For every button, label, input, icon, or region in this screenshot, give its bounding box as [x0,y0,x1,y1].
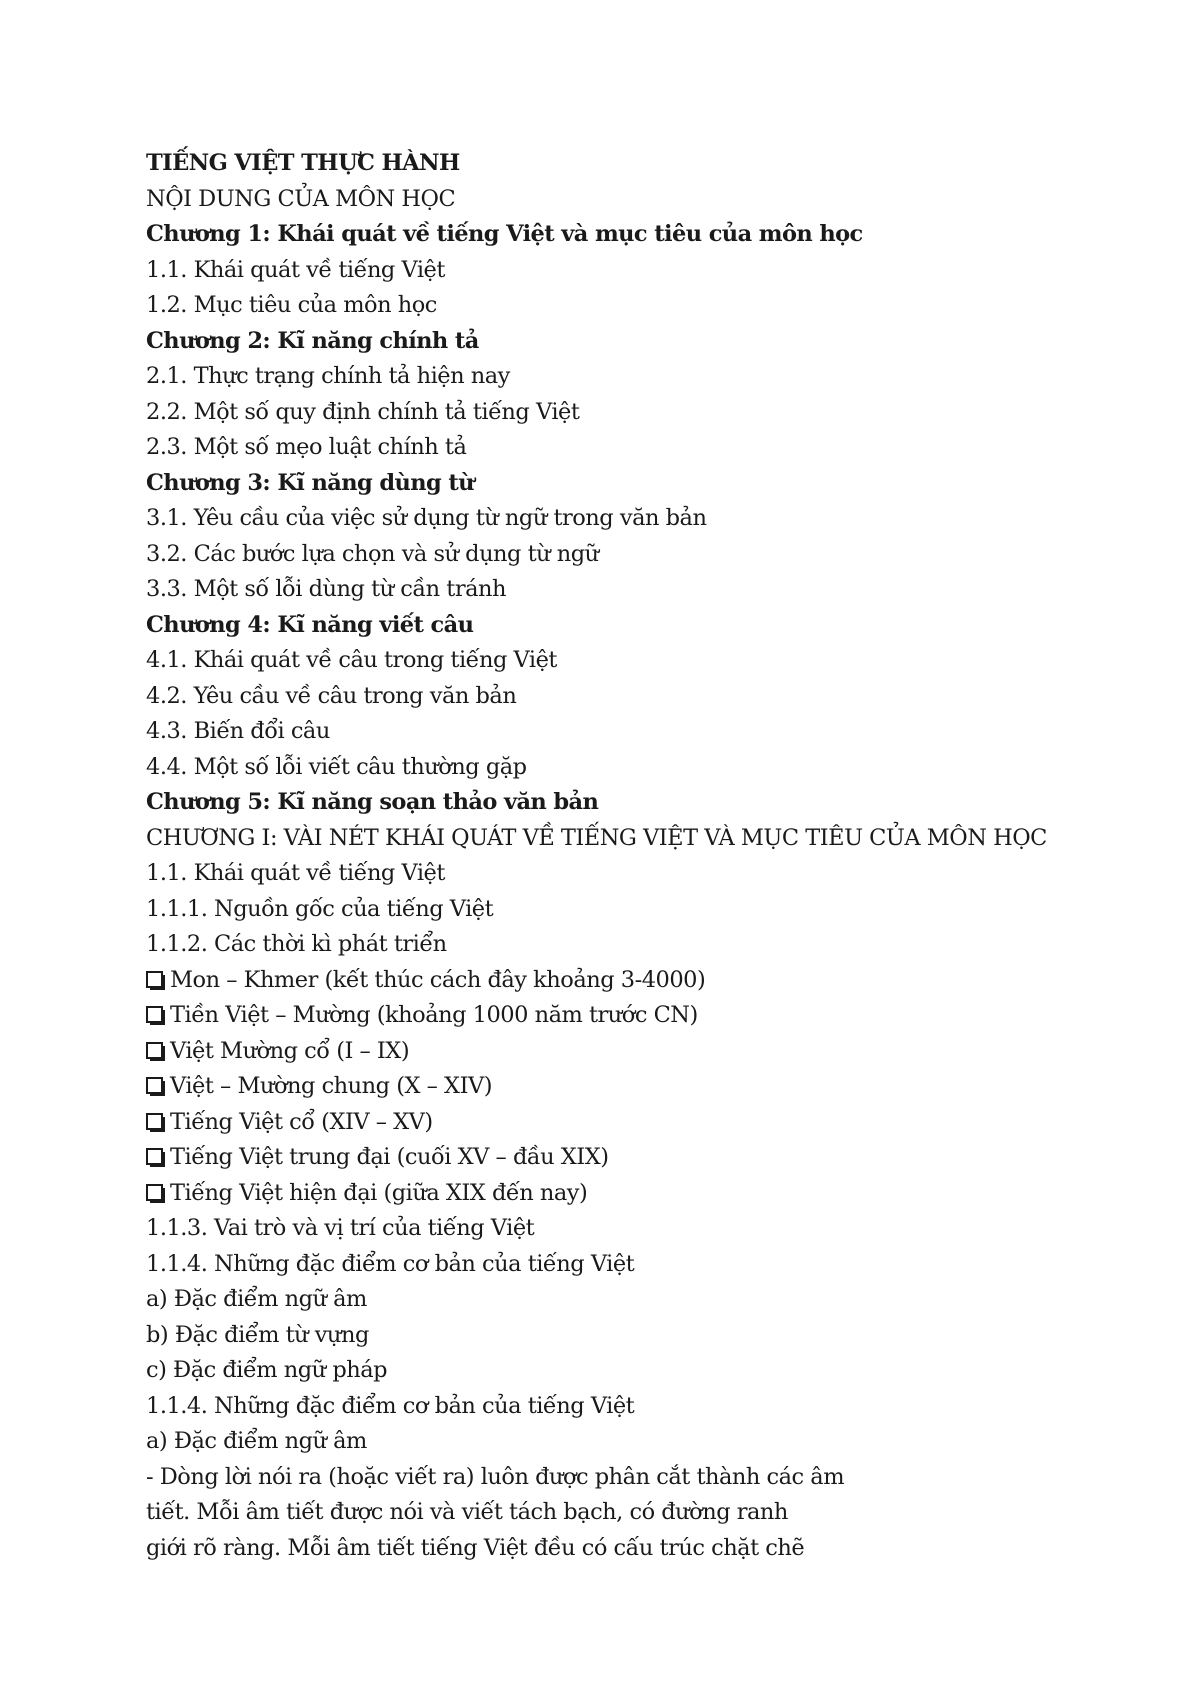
paragraph-line: tiết. Mỗi âm tiết được nói và viết tách bạch, có đường ranh [146,1499,788,1525]
checkbox-bullet-icon [146,1148,163,1165]
bullet-item [146,1069,1126,1105]
content-line: b) Đặc điểm từ vựng [146,1321,369,1348]
content-line: 4.1. Khái quát về câu trong tiếng Việt [146,647,557,673]
bullet-text: Tiếng Việt trung đại (cuối XV – đầu XIX) [170,1144,609,1170]
content-line: a) Đặc điểm ngữ âm [146,1286,367,1312]
content-line: 2.3. Một số mẹo luật chính tả [146,434,467,460]
bullet-text: Việt Mường cổ (I – IX) [170,1037,410,1064]
content-line: 1.1.1. Nguồn gốc của tiếng Việt [146,895,494,922]
chapter-heading: Chương 1: Khái quát về tiếng Việt và mục tiêu của môn học [146,221,863,247]
content-line: 3.2. Các bước lựa chọn và sử dụng từ ngữ [146,540,599,567]
bullet-item [146,1140,1126,1176]
section-heading: NỘI DUNG CỦA MÔN HỌC [146,185,456,212]
chapter-heading: Chương 2: Kĩ năng chính tả [146,327,479,354]
content-line: 1.1.2. Các thời kì phát triển [146,931,447,957]
content-line: a) Đặc điểm ngữ âm [146,1428,367,1454]
content-line: 1.1. Khái quát về tiếng Việt [146,860,445,886]
content-line: 2.2. Một số quy định chính tả tiếng Việt [146,398,580,425]
checkbox-bullet-icon [146,971,163,988]
checkbox-bullet-icon [146,1184,163,1201]
paragraph-line: - Dòng lời nói ra (hoặc viết ra) luôn được phân cắt thành các âm [146,1463,845,1490]
content-line: 1.1. Khái quát về tiếng Việt [146,256,445,283]
content-line: 1.1.3. Vai trò và vị trí của tiếng Việt [146,1215,535,1241]
bullet-item [146,963,1126,999]
document-title: TIẾNG VIỆT THỰC HÀNH [146,150,460,176]
document-page [146,146,1126,1566]
bullet-text: Tiếng Việt cổ (XIV – XV) [170,1108,433,1135]
bullet-text: Tiếng Việt hiện đại (giữa XIX đến nay) [170,1179,588,1206]
chapter-heading: Chương 5: Kĩ năng soạn thảo văn bản [146,789,599,815]
bullet-text: Việt – Mường chung (X – XIV) [170,1073,492,1099]
chapter-title: CHƯƠNG I: VÀI NÉT KHÁI QUÁT VỀ TIẾNG VIỆT VÀ MỤC TIÊU CỦA MÔN HỌC [146,824,1047,851]
bullet-item [146,1105,1126,1141]
checkbox-bullet-icon [146,1042,163,1059]
bullet-item [146,1034,1126,1070]
checkbox-bullet-icon [146,1006,163,1023]
content-line: 1.2. Mục tiêu của môn học [146,292,437,318]
content-line: 3.1. Yêu cầu của việc sử dụng từ ngữ trong văn bản [146,505,707,531]
content-line: 3.3. Một số lỗi dùng từ cần tránh [146,576,506,602]
checkbox-bullet-icon [146,1077,163,1094]
bullet-text: Tiền Việt – Mường (khoảng 1000 năm trước CN) [170,1002,698,1028]
content-line: 4.2. Yêu cầu về câu trong văn bản [146,682,517,709]
content-line: 4.3. Biến đổi câu [146,718,330,744]
paragraph-line: giới rõ ràng. Mỗi âm tiết tiếng Việt đều có cấu trúc chặt chẽ [146,1534,805,1561]
content-line: 1.1.4. Những đặc điểm cơ bản của tiếng Việt [146,1250,635,1277]
content-line: 4.4. Một số lỗi viết câu thường gặp [146,753,527,780]
bullet-item [146,998,1126,1034]
chapter-heading: Chương 3: Kĩ năng dùng từ [146,469,474,496]
checkbox-bullet-icon [146,1113,163,1130]
content-line: 2.1. Thực trạng chính tả hiện nay [146,363,510,389]
content-line: c) Đặc điểm ngữ pháp [146,1357,388,1383]
bullet-text: Mon – Khmer (kết thúc cách đây khoảng 3-4000) [170,966,706,993]
content-line: 1.1.4. Những đặc điểm cơ bản của tiếng Việt [146,1392,635,1419]
bullet-item [146,1176,1126,1212]
chapter-heading: Chương 4: Kĩ năng viết câu [146,611,474,638]
